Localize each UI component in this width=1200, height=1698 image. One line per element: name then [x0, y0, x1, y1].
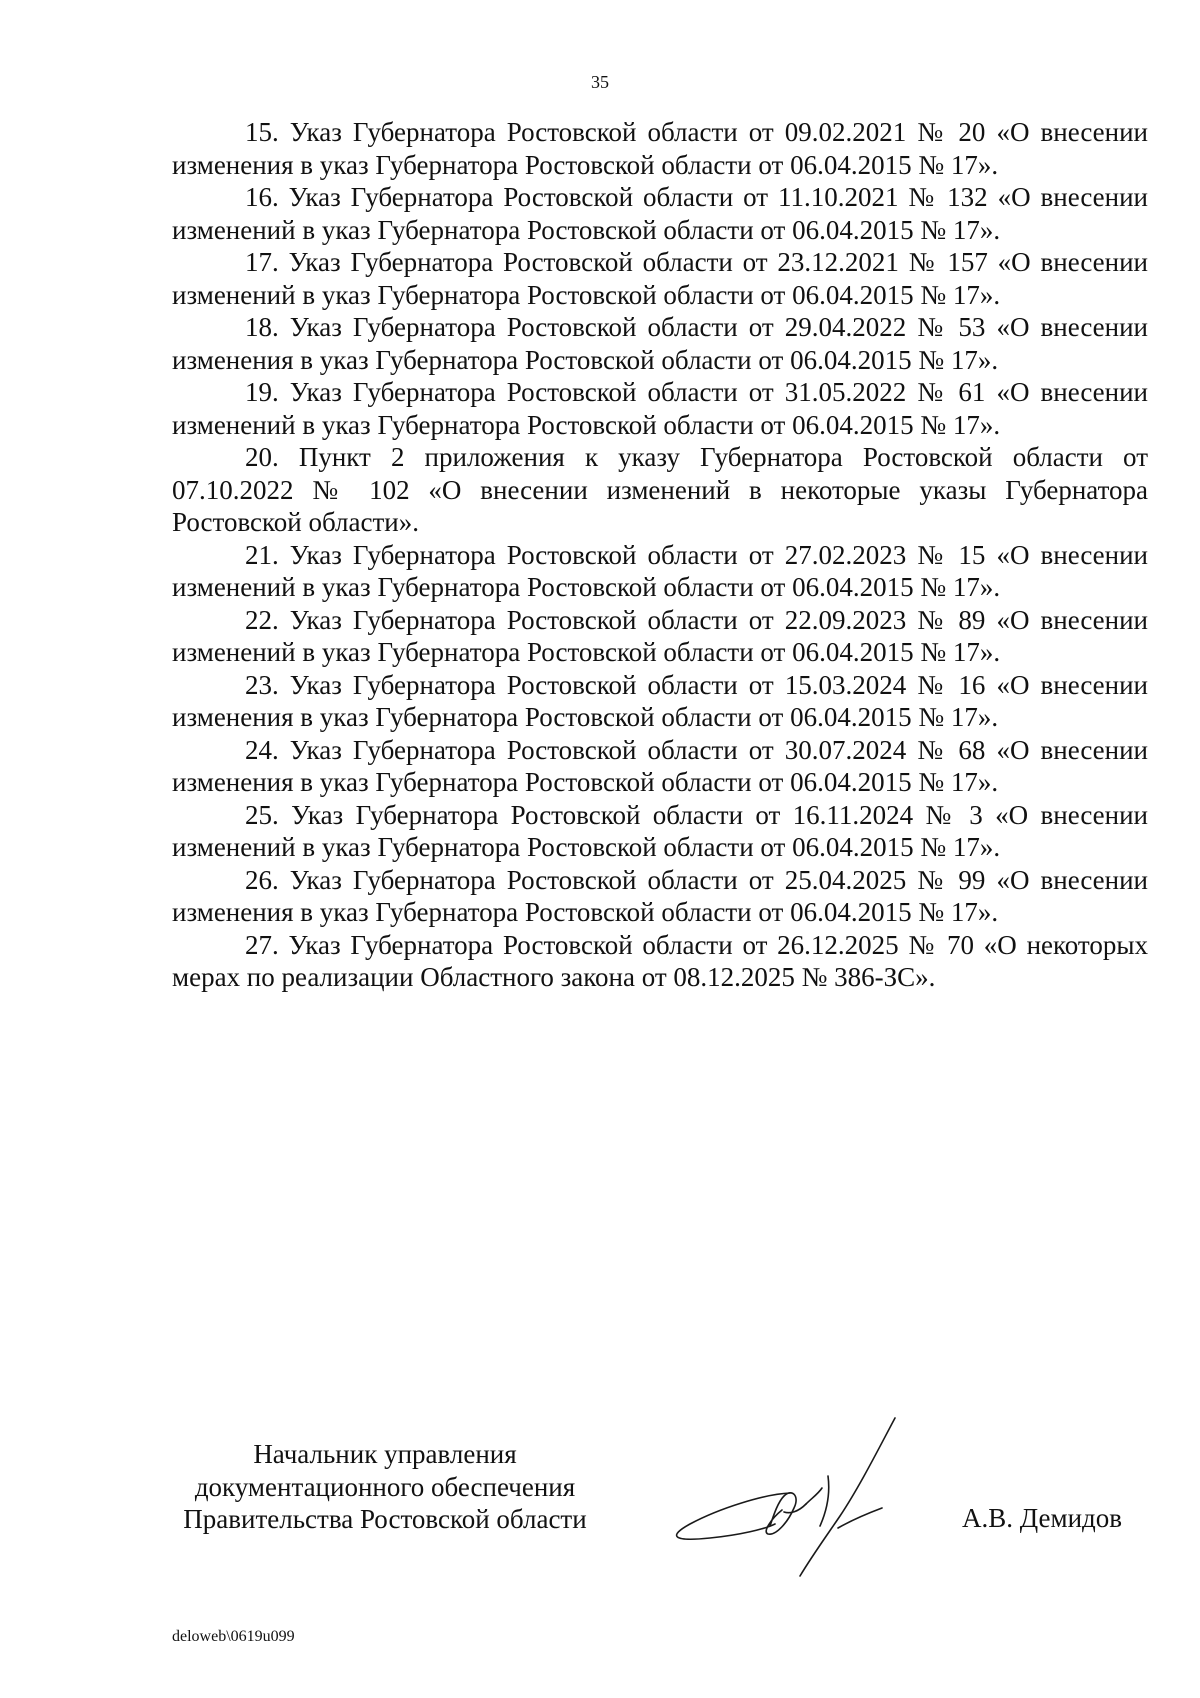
- signer-position: [165, 1438, 605, 1536]
- signer-position-line: Правительства Ростовской области: [183, 1504, 587, 1534]
- list-item: 22. Указ Губернатора Ростовской области от 22.09.2023 № 89 «О внесении изменений в указ Губернатора Ростовской области от 06.04.2015 № 17».: [172, 604, 1148, 667]
- page-number: 35: [591, 72, 609, 92]
- handwritten-signature: [660, 1416, 910, 1596]
- list-item: 24. Указ Губернатора Ростовской области от 30.07.2024 № 68 «О внесении изменения в указ Губернатора Ростовской области от 06.04.2015 № 17».: [172, 734, 1148, 797]
- signer-position-line: Начальник управления: [253, 1439, 517, 1469]
- list-item: 16. Указ Губернатора Ростовской области от 11.10.2021 № 132 «О внесении изменений в указ Губернатора Ростовской области от 06.04.2015 № 17».: [172, 182, 1148, 245]
- list-item: 17. Указ Губернатора Ростовской области от 23.12.2021 № 157 «О внесении изменений в указ Губернатора Ростовской области от 06.04.2015 № 17».: [172, 247, 1148, 310]
- signer-position-line: документационного обеспечения: [194, 1471, 576, 1502]
- list-item: 23. Указ Губернатора Ростовской области от 15.03.2024 № 16 «О внесении изменения в указ Губернатора Ростовской области от 06.04.2015 № 17».: [172, 669, 1148, 732]
- list-item: 26. Указ Губернатора Ростовской области от 25.04.2025 № 99 «О внесении изменения в указ Губернатора Ростовской области от 06.04.2015 № 17».: [172, 864, 1148, 927]
- list-item: 19. Указ Губернатора Ростовской области от 31.05.2022 № 61 «О внесении изменений в указ Губернатора Ростовской области от 06.04.2015 № 17».: [172, 377, 1148, 440]
- document-code: deloweb\0619u099: [172, 1628, 295, 1645]
- decree-list: [172, 116, 1148, 994]
- list-item: 25. Указ Губернатора Ростовской области от 16.11.2024 № 3 «О внесении изменений в указ Губернатора Ростовской области от 06.04.2015 № 17».: [172, 799, 1148, 862]
- signature-block: [165, 1438, 1165, 1598]
- list-item: 21. Указ Губернатора Ростовской области от 27.02.2023 № 15 «О внесении изменений в указ Губернатора Ростовской области от 06.04.2015 № 17».: [172, 539, 1148, 602]
- list-item: 20. Пункт 2 приложения к указу Губернатора Ростовской области от 07.10.2022 № 102 «О внесении изменений в некоторые указы Губернатора Ростовской области».: [172, 442, 1148, 537]
- signer-name: А.В. Демидов: [962, 1503, 1123, 1533]
- list-item: 18. Указ Губернатора Ростовской области от 29.04.2022 № 53 «О внесении изменения в указ Губернатора Ростовской области от 06.04.2015 № 17».: [172, 312, 1148, 375]
- list-item: 15. Указ Губернатора Ростовской области от 09.02.2021 № 20 «О внесении изменения в указ Губернатора Ростовской области от 06.04.2015 № 17».: [172, 117, 1148, 180]
- list-item: 27. Указ Губернатора Ростовской области от 26.12.2025 № 70 «О некоторых мерах по реализации Областного закона от 08.12.2025 № 386-ЗС».: [172, 929, 1148, 992]
